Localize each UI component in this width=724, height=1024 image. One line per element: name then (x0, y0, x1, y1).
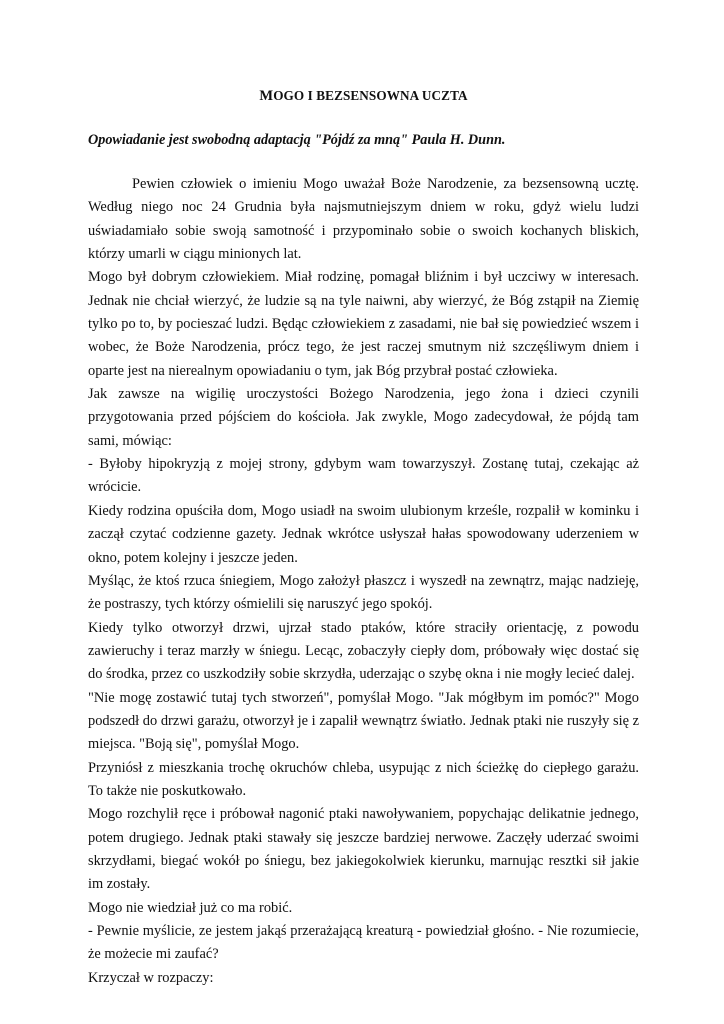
paragraph: Pewien człowiek o imieniu Mogo uważał Boże Narodzenie, za bezsensowną ucztę. Według niego noc 24 Grudnia była najsmutniejszym dniem w roku, gdyż wielu ludzi uświadamiało sobie swoją samotność i przypominało sobie o swoich kochanych bliskich, którzy umarli w ciągu minionych lat. (88, 176, 639, 263)
paragraph: Mogo nie wiedział już co ma robić. (88, 899, 293, 916)
paragraph: Kiedy rodzina opuściła dom, Mogo usiadł na swoim ulubionym krześle, rozpalił w kominku i zaczął czytać codzienne gazety. Jednak wkrótce usłyszał hałas spowodowany uderzeniem w okno, potem kolejny i jeszcze jeden. (88, 502, 639, 566)
document-body (88, 173, 639, 990)
document-title (88, 88, 639, 105)
paragraph: Mogo rozchylił ręce i próbował nagonić ptaki nawoływaniem, popychając delikatnie jednego, potem drugiego. Jednak ptaki stawały się jeszcze bardziej nerwowe. Zaczęły uderzać swoimi skrzydłami, biegać wokół po śniegu, bez jakiegokolwiek kierunku, marnując resztki sił jakie im zostały. (88, 806, 639, 893)
paragraph: Jak zawsze na wigilię uroczystości Bożego Narodzenia, jego żona i dzieci czynili przygotowania przed pójściem do kościoła. Jak zwykle, Mogo zadecydował, że pójdą tam sami, mówiąc: (88, 386, 639, 449)
paragraph: - Pewnie myślicie, ze jestem jakąś przerażającą kreaturą - powiedział głośno. - Nie rozumiecie, że możecie mi zaufać? (88, 923, 639, 963)
paragraph: Mogo był dobrym człowiekiem. Miał rodzinę, pomagał bliźnim i był uczciwy w interesach. Jednak nie chciał wierzyć, że ludzie są na tyle naiwni, aby wierzyć, że Bóg zstąpił na Ziemię tylko po to, by pocieszać ludzi. Będąc człowiekiem z zasadami, nie bał się powiedzieć wszem i wobec, że Boże Narodzenia, prócz tego, że jest raczej smutnym niż szczęśliwym dniem i oparte jest na nierealnym opowiadaniu o tym, jak Bóg przybrał postać człowieka. (88, 269, 639, 379)
title-rest: OGO I BEZSENSOWNA UCZTA (273, 88, 468, 103)
paragraph: - Byłoby hipokryzją z mojej strony, gdybym wam towarzyszył. Zostanę tutaj, czekając aż wrócicie. (88, 456, 639, 496)
paragraph: Myśląc, że ktoś rzuca śniegiem, Mogo założył płaszcz i wyszedł na zewnątrz, mając nadzieję, że postraszy, tych którzy ośmielili się naruszyć jego spokój. (88, 572, 639, 613)
document-subtitle: Opowiadanie jest swobodną adaptacją "Pójdź za mną" Paula H. Dunn. (88, 132, 506, 148)
paragraph: Kiedy tylko otworzył drzwi, ujrzał stado ptaków, które straciły orientację, z powodu zawieruchy i teraz marzły w śniegu. Lecąc, zobaczyły ciepły dom, próbowały więc dostać się do środka, przez co uszkodziły sobie skrzydła, uderzając o szybę okna i nie mogły lecieć dalej. (88, 619, 639, 683)
paragraph: Przyniósł z mieszkania trochę okruchów chleba, usypując z nich ścieżkę do ciepłego garażu. To także nie poskutkowało. (88, 759, 639, 799)
paragraph: Krzyczał w rozpaczy: (88, 969, 214, 986)
paragraph: "Nie mogę zostawić tutaj tych stworzeń", pomyślał Mogo. "Jak mógłbym im pomóc?" Mogo podszedł do drzwi garażu, otworzył je i zapalił wewnątrz światło. Jednak ptaki nie ruszyły się z miejsca. "Boją się", pomyślał Mogo. (88, 689, 639, 753)
title-initial: M (259, 88, 274, 104)
